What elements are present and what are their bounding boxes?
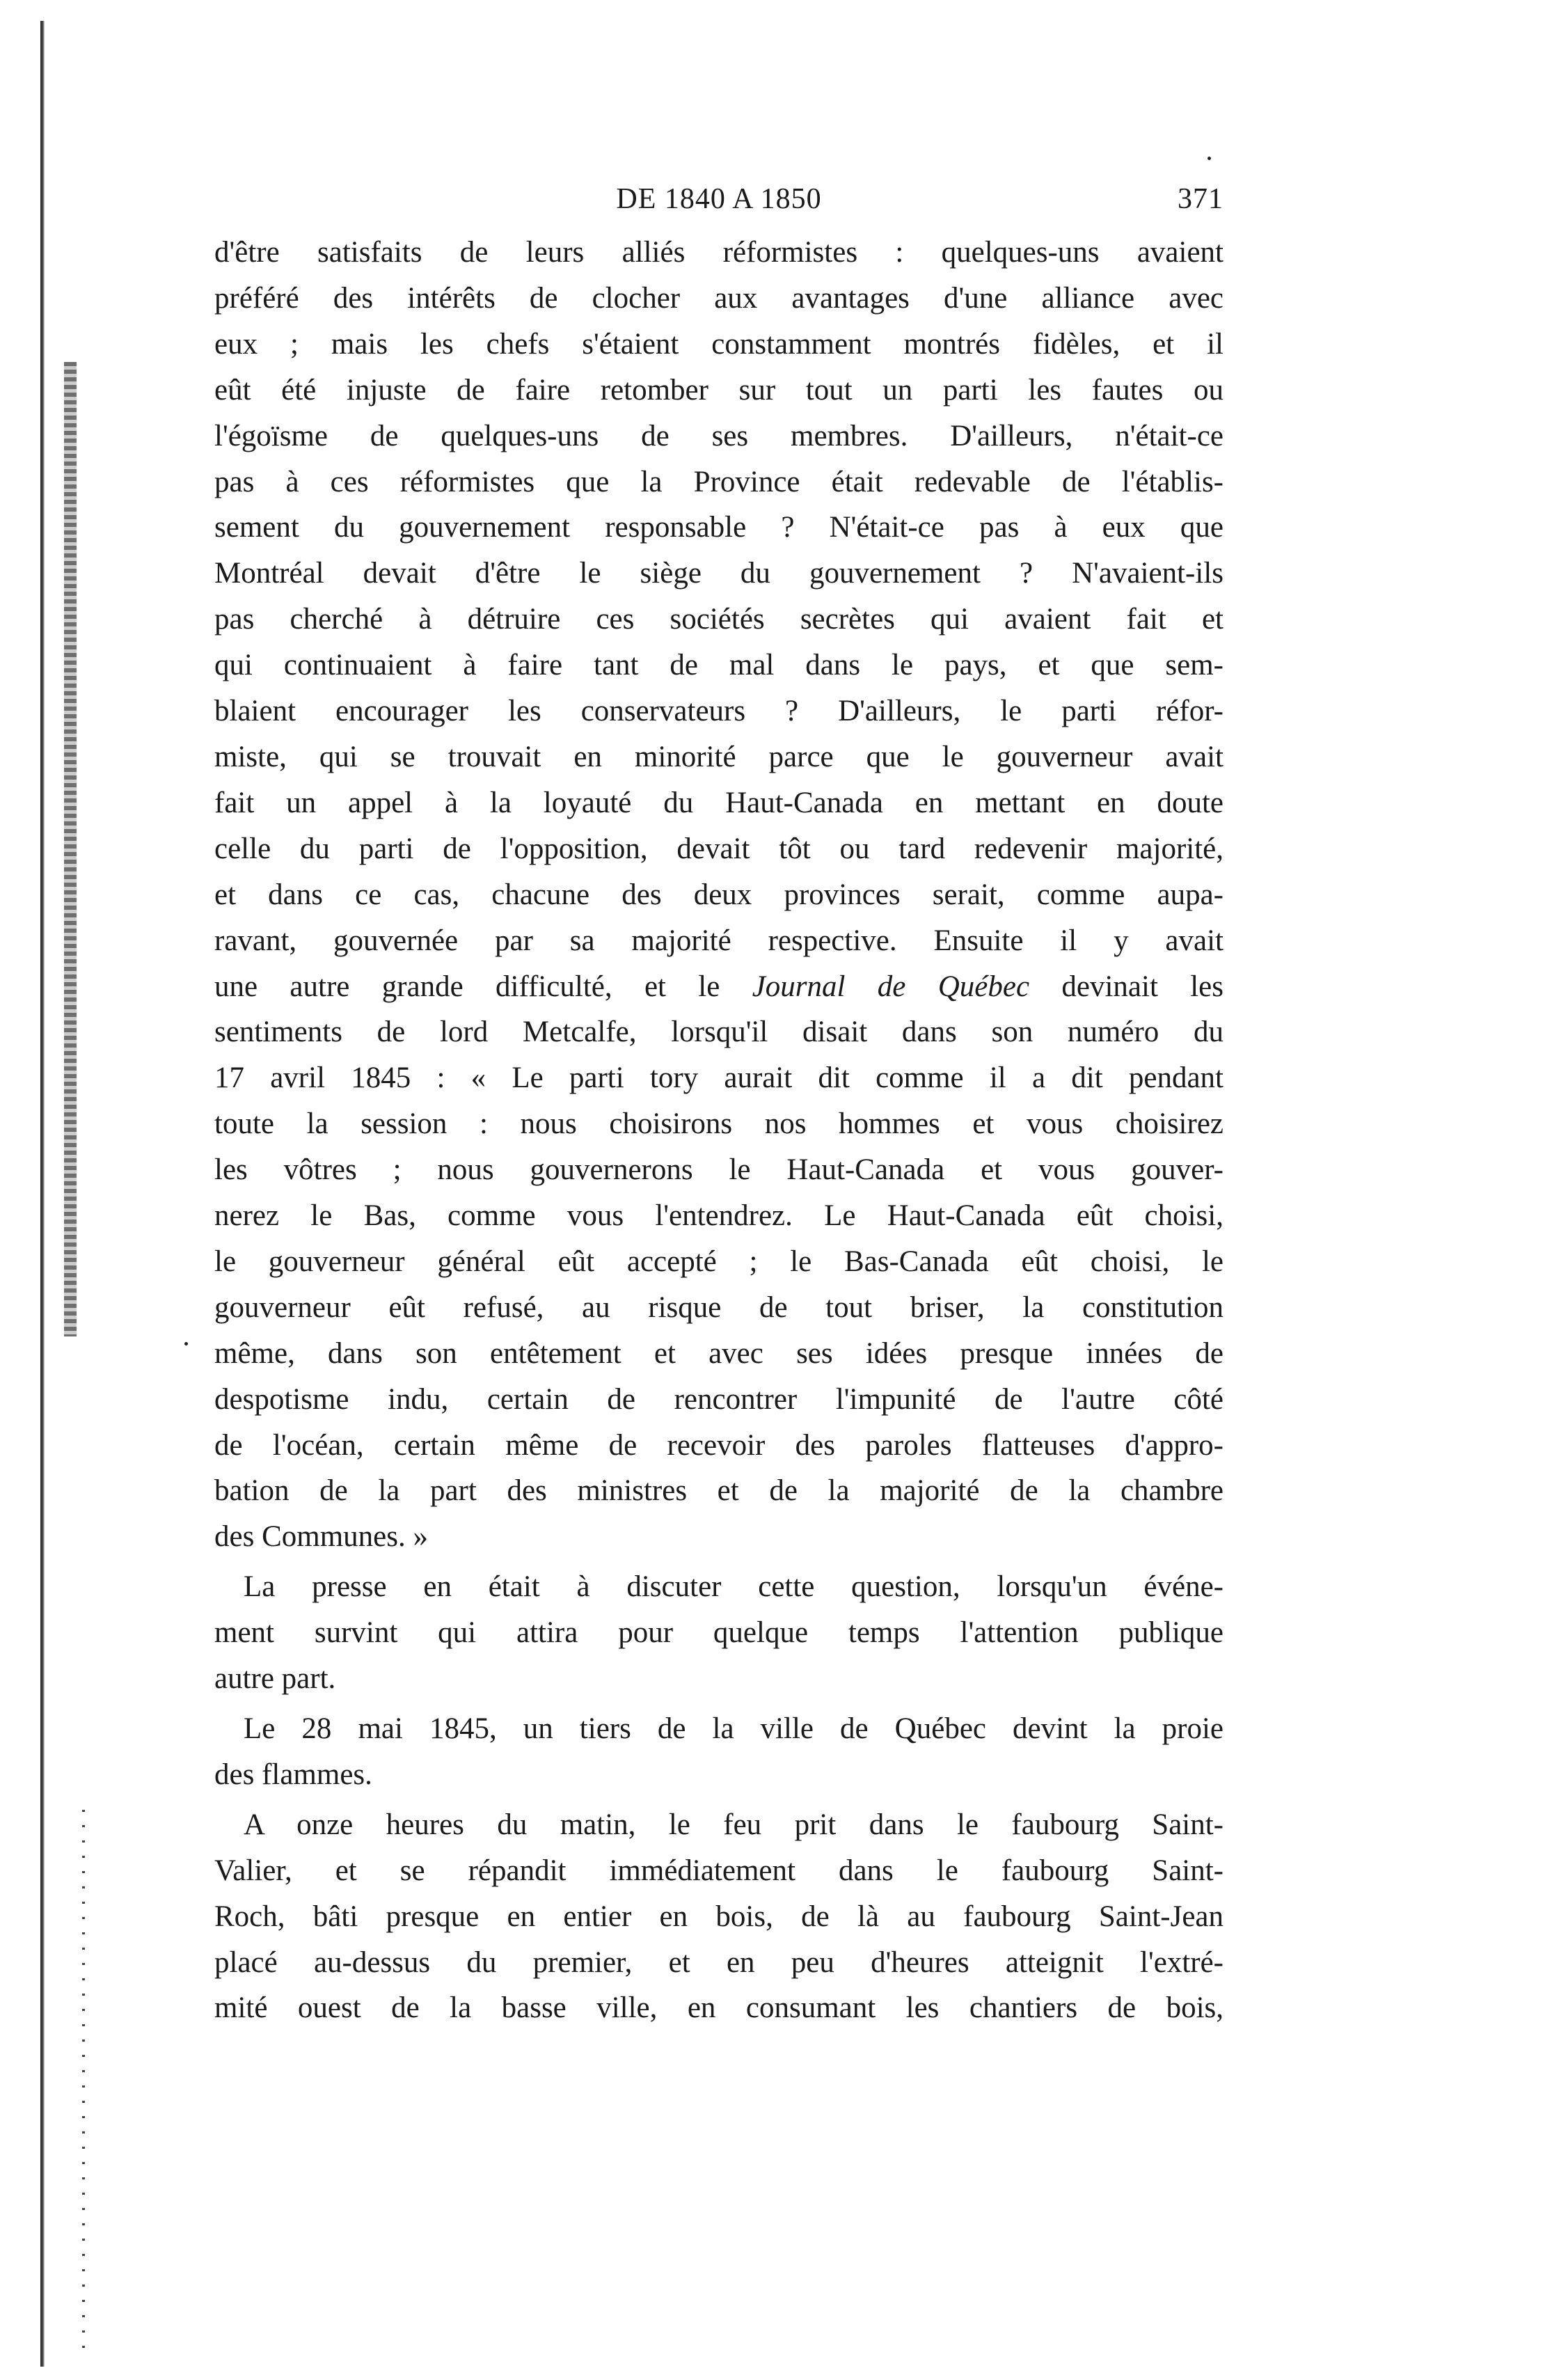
text-line: autre part. [214,1662,336,1696]
text-line: ravant, gouvernée par sa majorité respective. Ensuite il y avait [214,924,1223,957]
text-line: despotisme indu, certain de rencontrer l'impunité de l'autre côté [214,1382,1223,1416]
text-line: fait un appel à la loyauté du Haut-Canada en mettant en doute [214,786,1223,819]
text-line: les vôtres ; nous gouvernerons le Haut-Canada et vous gouver- [214,1153,1223,1187]
text-line: des Communes. » [214,1520,428,1554]
text-line: qui continuaient à faire tant de mal dans le pays, et que sem- [214,649,1223,682]
text-line: 17 avril 1845 : « Le parti tory aurait dit comme il a dit pendant [214,1062,1223,1095]
text-line: sentiments de lord Metcalfe, lorsqu'il disait dans son numéro du [214,1016,1223,1049]
text-segment: devinait les [1061,970,1223,1003]
text-line: et dans ce cas, chacune des deux provinces serait, comme aupa- [214,878,1223,911]
text-line: mité ouest de la basse ville, en consumant les chantiers de bois, [214,1991,1223,2025]
text-line: eux ; mais les chefs s'étaient constamment montrés fidèles, et il [214,327,1223,361]
text-segment: une autre grande difficulté, et le [214,970,720,1003]
text-line: gouverneur eût refusé, au risque de tout briser, la constitution [214,1291,1223,1324]
text-line: nerez le Bas, comme vous l'entendrez. Le Haut-Canada eût choisi, [214,1199,1223,1233]
text-line: ment survint qui attira pour quelque temps l'attention publique [214,1616,1223,1650]
scan-speck [1207,157,1211,160]
scan-binding-dots [82,1810,85,2353]
text-line: pas à ces réformistes que la Province était redevable de l'établis- [214,465,1223,498]
text-line: Le 28 mai 1845, un tiers de la ville de Québec devint la proie [244,1712,1223,1745]
newspaper-title: Journal de Québec [752,970,1030,1003]
text-line: préféré des intérêts de clocher aux avantages d'une alliance avec [214,281,1223,315]
text-line: des flammes. [214,1758,372,1791]
text-line [214,964,1223,1010]
text-line: eût été injuste de faire retomber sur tout un parti les fautes ou [214,373,1223,407]
text-line: pas cherché à détruire ces sociétés secrètes qui avaient fait et [214,603,1223,636]
text-line: Roch, bâti presque en entier en bois, de là au faubourg Saint-Jean [214,1900,1223,1933]
body-text [214,230,1223,2031]
page-number: 371 [1178,183,1223,215]
text-line: sement du gouvernement responsable ? N'était-ce pas à eux que [214,511,1223,544]
text-line: d'être satisfaits de leurs alliés réformistes : quelques-uns avaient [214,236,1223,269]
text-line: La presse en était à discuter cette question, lorsqu'un événe- [244,1570,1223,1604]
book-page [214,174,1223,2031]
scan-speck [184,1342,188,1346]
text-line: celle du parti de l'opposition, devait tôt ou tard redevenir majorité, [214,832,1223,865]
running-title: DE 1840 A 1850 [616,183,822,215]
text-line: A onze heures du matin, le feu prit dans le faubourg Saint- [244,1808,1223,1841]
scan-binding-shadow [64,362,77,1336]
text-line: l'égoïsme de quelques-uns de ses membres. D'ailleurs, n'était-ce [214,419,1223,452]
text-line: miste, qui se trouvait en minorité parce que le gouverneur avait [214,740,1223,773]
text-line: bation de la part des ministres et de la majorité de la chambre [214,1474,1223,1508]
text-line: blaient encourager les conservateurs ? D'ailleurs, le parti réfor- [214,695,1223,728]
text-line: le gouverneur général eût accepté ; le Bas-Canada eût choisi, le [214,1245,1223,1278]
text-line: Montréal devait d'être le siège du gouvernement ? N'avaient-ils [214,557,1223,590]
page-header [214,174,1223,230]
scan-binding-edge [40,21,45,2367]
text-line: toute la session : nous choisirons nos hommes et vous choisirez [214,1107,1223,1141]
text-line: même, dans son entêtement et avec ses idées presque innées de [214,1336,1223,1370]
text-line: placé au-dessus du premier, et en peu d'heures atteignit l'extré- [214,1946,1223,1979]
text-line: de l'océan, certain même de recevoir des paroles flatteuses d'appro- [214,1428,1223,1462]
text-line: Valier, et se répandit immédiatement dans le faubourg Saint- [214,1854,1223,1887]
